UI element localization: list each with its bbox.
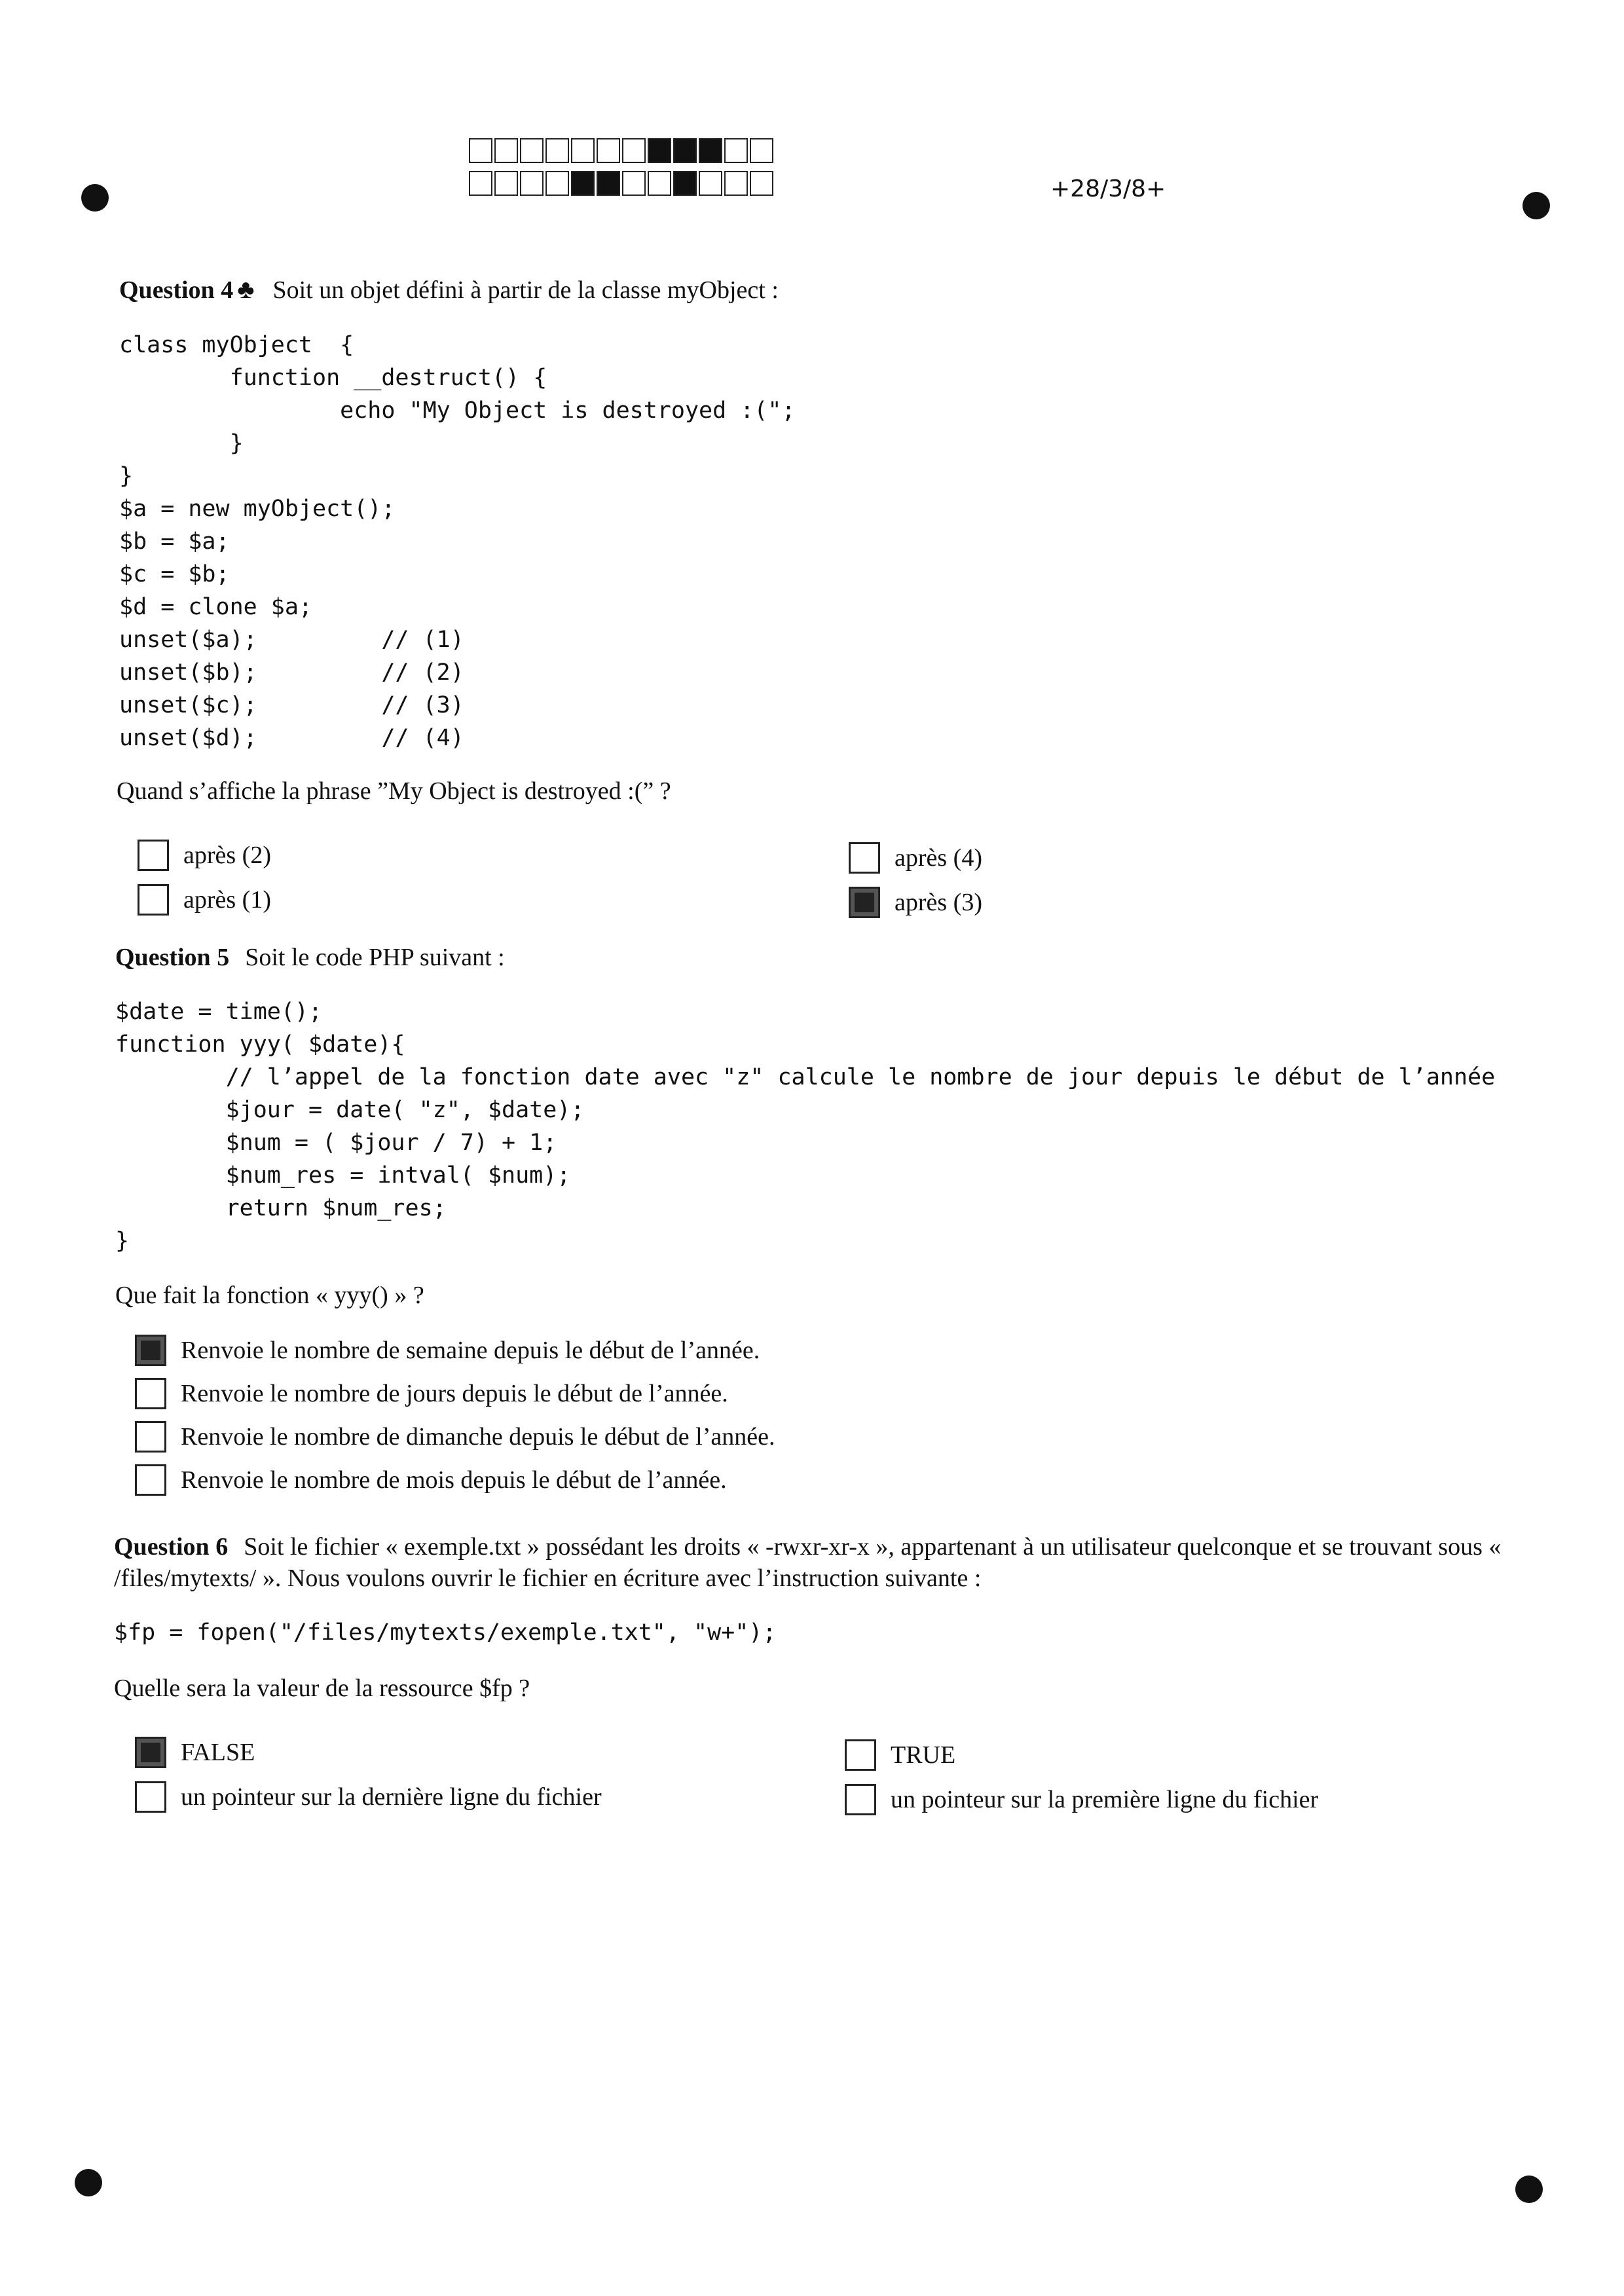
q4-option-label: après (2)	[183, 842, 271, 869]
grid-cell-empty	[545, 138, 569, 163]
grid-cell-filled	[673, 138, 697, 163]
grid-cell-empty	[597, 138, 620, 163]
q6-checkbox-false[interactable]	[135, 1737, 166, 1768]
q4-checkbox-apres-4[interactable]	[849, 842, 880, 874]
q6-option-label: TRUE	[891, 1741, 956, 1769]
grid-cell-empty	[545, 171, 569, 196]
q4-option-apres-4[interactable]	[849, 842, 982, 874]
page-id: +28/3/8+	[1050, 176, 1166, 202]
q6-checkbox-true[interactable]	[845, 1739, 876, 1771]
q5-option-label: Renvoie le nombre de dimanche depuis le début de l’année.	[181, 1423, 775, 1451]
grid-cell-filled	[648, 138, 671, 163]
grid-cell-filled	[673, 171, 697, 196]
q5-checkbox-dimanche[interactable]	[135, 1421, 166, 1453]
q6-checkbox-derniere-ligne[interactable]	[135, 1781, 166, 1813]
grid-cell-empty	[724, 171, 748, 196]
grid-cell-empty	[699, 171, 722, 196]
question-5-number: Question 5	[115, 944, 230, 971]
q4-option-apres-2[interactable]	[138, 840, 271, 871]
registration-mark-top-right	[1522, 192, 1550, 219]
grid-cell-empty	[750, 171, 773, 196]
q6-option-premiere-ligne[interactable]	[845, 1784, 1318, 1815]
question-6-number: Question 6	[114, 1533, 229, 1561]
q6-option-true[interactable]	[845, 1739, 955, 1771]
registration-mark-bottom-left	[75, 2169, 102, 2196]
grid-cell-empty	[469, 138, 492, 163]
question-6-prompt: Quelle sera la valeur de la ressource $fp ?	[114, 1675, 530, 1702]
q5-checkbox-semaine[interactable]	[135, 1335, 166, 1366]
page-code-grid-row-2	[469, 171, 775, 196]
grid-cell-filled	[571, 171, 595, 196]
grid-cell-empty	[520, 171, 544, 196]
page-code-grid-row-1	[469, 138, 775, 163]
question-4-text: Soit un objet défini à partir de la classe myObject :	[272, 276, 779, 304]
question-4-number: Question 4	[119, 276, 234, 304]
registration-mark-bottom-right	[1515, 2176, 1543, 2203]
grid-cell-empty	[494, 138, 518, 163]
q4-option-apres-3[interactable]	[849, 887, 982, 918]
question-5-prompt: Que fait la fonction « yyy() » ?	[115, 1282, 424, 1309]
question-5-text: Soit le code PHP suivant :	[245, 944, 505, 971]
grid-cell-filled	[597, 171, 620, 196]
q5-option-label: Renvoie le nombre de mois depuis le début de l’année.	[181, 1466, 727, 1494]
grid-cell-empty	[724, 138, 748, 163]
q5-option-label: Renvoie le nombre de jours depuis le début de l’année.	[181, 1380, 728, 1407]
q5-checkbox-jours[interactable]	[135, 1378, 166, 1409]
question-4-header	[119, 274, 779, 306]
question-5-code: $date = time(); function yyy( $date){ // l’appel de la fonction date avec "z" calcule le nombre de jour depuis le début de l’année $jour = date( "z", $date); $num = ( $jour / 7) + 1; $num_res = intval( $num); return $num_res; }	[115, 999, 1496, 1254]
q5-option-dimanche[interactable]	[135, 1421, 775, 1453]
question-5-header	[115, 942, 505, 973]
grid-cell-empty	[622, 171, 646, 196]
q4-option-apres-1[interactable]	[138, 884, 271, 916]
grid-cell-empty	[469, 171, 492, 196]
q6-option-derniere-ligne[interactable]	[135, 1781, 602, 1813]
q6-option-label: un pointeur sur la première ligne du fichier	[891, 1786, 1319, 1813]
q6-option-label: FALSE	[181, 1739, 255, 1766]
grid-cell-empty	[648, 171, 671, 196]
grid-cell-filled	[699, 138, 722, 163]
q4-checkbox-apres-3[interactable]	[849, 887, 880, 918]
question-4-code: class myObject { function __destruct() { echo "My Object is destroyed :("; } } $a = new myObject(); $b = $a; $c = $b; $d = clone $a; unset($a); // (1) unset($b); // (2) unset($c); // (3) unset($d); // (4)	[119, 332, 796, 751]
grid-cell-empty	[750, 138, 773, 163]
q5-option-semaine[interactable]	[135, 1335, 760, 1366]
question-6-code: $fp = fopen("/files/mytexts/exemple.txt", "w+");	[114, 1620, 777, 1646]
q5-option-mois[interactable]	[135, 1464, 727, 1496]
question-6-text: Soit le fichier « exemple.txt » possédant les droits « -rwxr-xr-x », appartenant à un utilisateur quelconque et se trouvant sous « /files/mytexts/ ». Nous voulons ouvrir le fichier en écriture avec l’instruction suivante :	[114, 1533, 1502, 1592]
q4-option-label: après (4)	[895, 844, 982, 872]
grid-cell-empty	[571, 138, 595, 163]
registration-mark-top-left	[81, 184, 109, 212]
q4-checkbox-apres-2[interactable]	[138, 840, 169, 871]
q6-option-label: un pointeur sur la dernière ligne du fichier	[181, 1783, 602, 1811]
club-icon: ♣	[237, 274, 255, 304]
question-6-header	[114, 1531, 1515, 1594]
question-4-prompt: Quand s’affiche la phrase ”My Object is destroyed :(” ?	[117, 777, 671, 805]
grid-cell-empty	[494, 171, 518, 196]
q5-option-jours[interactable]	[135, 1378, 728, 1409]
q4-checkbox-apres-1[interactable]	[138, 884, 169, 916]
q4-option-label: après (3)	[895, 889, 982, 916]
grid-cell-empty	[520, 138, 544, 163]
q4-option-label: après (1)	[183, 886, 271, 914]
q5-option-label: Renvoie le nombre de semaine depuis le début de l’année.	[181, 1337, 760, 1364]
q6-checkbox-premiere-ligne[interactable]	[845, 1784, 876, 1815]
q5-checkbox-mois[interactable]	[135, 1464, 166, 1496]
q6-option-false[interactable]	[135, 1737, 255, 1768]
grid-cell-empty	[622, 138, 646, 163]
